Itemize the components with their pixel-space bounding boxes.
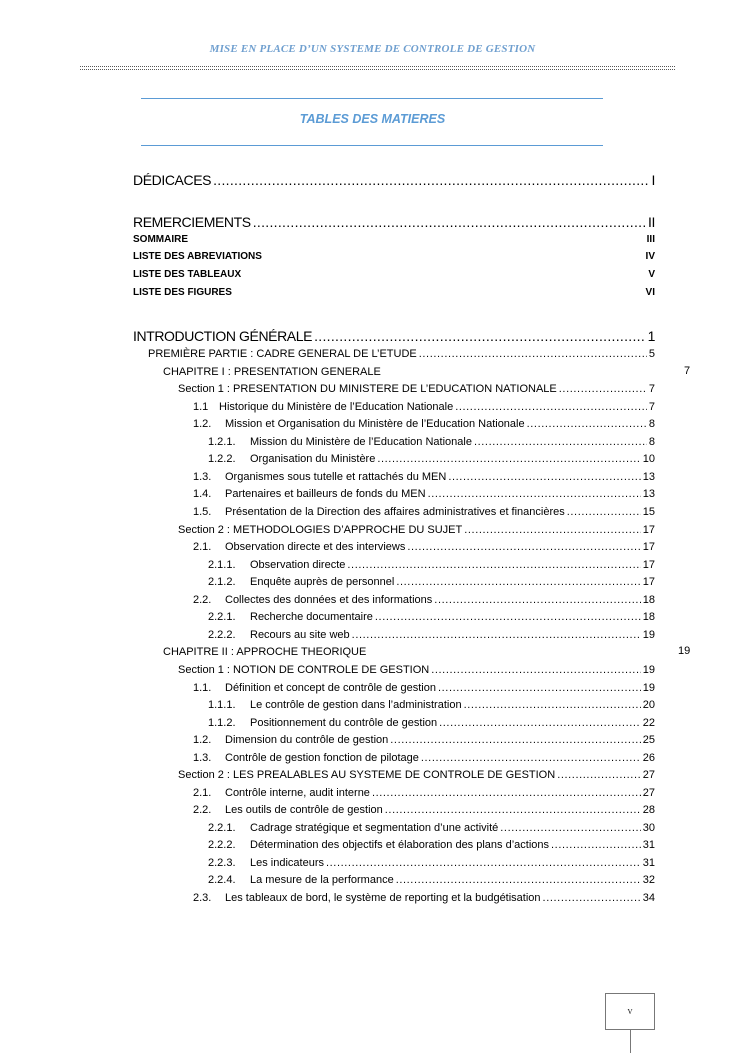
toc-entry-page: 7 [648,401,655,413]
toc-entry-label: Présentation de la Direction des affaires administratives et financières [225,506,565,518]
toc-entry-number: 1.2.2. [208,453,236,465]
toc-leader-dots [407,540,640,554]
toc-entry-label: Dimension du contrôle de gestion [225,734,389,746]
toc-leader-dots [434,593,640,607]
toc-entry-section[interactable] [178,382,655,396]
toc-entry-number: 1.1 [193,401,209,413]
toc-entry-page: VI [645,287,655,298]
page-number: v [627,1006,633,1017]
toc-entry-label: Section 1 : PRESENTATION DU MINISTERE DE L’EDUCATION NATIONALE [178,383,557,395]
toc-entry-label: Recours au site web [250,629,350,641]
toc-entry-subsubsection[interactable] [208,821,655,835]
toc-entry-number: 2.2.4. [208,874,236,886]
toc-title-top-rule [141,98,603,99]
toc-leader-dots [419,347,647,361]
toc-entry-section[interactable] [178,768,655,782]
toc-entry-label: Observation directe [250,559,346,571]
toc-entry-label: Les tableaux de bord, le système de reporting et la budgétisation [225,892,541,904]
toc-leader-dots [474,435,647,449]
toc-entry-number: 1.2. [193,734,212,746]
toc-title-bottom-rule [141,145,603,146]
toc-entry-number: 2.2. [193,594,212,606]
toc-entry-page: 22 [642,717,655,729]
toc-entry-label: Contrôle de gestion fonction de pilotage [225,752,419,764]
toc-entry-label: Section 2 : LES PREALABLES AU SYSTEME DE CONTROLE DE GESTION [178,769,556,781]
toc-leader-dots [500,821,640,835]
toc-leader-dots [567,505,641,519]
header-divider [80,66,675,70]
toc-entry-subsubsection[interactable] [208,558,655,572]
toc-entry-page: 17 [642,559,655,571]
toc-entry-chapter[interactable] [163,365,463,379]
toc-entry-subsubsection[interactable] [208,856,655,870]
page-number-tick [630,1030,631,1053]
toc-entry-page: 27 [642,769,655,781]
toc-entry-sommaire[interactable] [133,233,655,247]
toc-leader-dots [527,417,647,431]
toc-entry-page: 19 [642,682,655,694]
toc-leader-dots [464,523,641,537]
toc-entry-number: 2.1. [193,541,212,553]
toc-leader-dots [326,856,641,870]
toc-leader-dots [438,681,641,695]
toc-leader-dots [377,452,640,466]
toc-entry-label: Positionnement du contrôle de gestion [250,717,438,729]
toc-entry-page: 19 [678,645,691,657]
toc-entry-label: REMERCIEMENTS [133,214,251,230]
toc-entry-page: 25 [642,734,655,746]
toc-entry-page: 20 [642,699,655,711]
toc-leader-dots [396,873,641,887]
toc-entry-page: 26 [642,752,655,764]
toc-leader-dots [421,751,641,765]
toc-entry-number: 2.1.1. [208,559,236,571]
toc-entry-label: Cadrage stratégique et segmentation d’une activité [250,822,499,834]
toc-entry-page: 28 [642,804,655,816]
toc-entry-subsubsection[interactable] [208,628,655,642]
toc-leader-dots [428,487,641,501]
toc-entry-number: 1.1.1. [208,699,236,711]
toc-entry-subsection[interactable] [193,891,655,905]
toc-entry-label: Collectes des données et des informations [225,594,433,606]
toc-entry-number: 2.2.1. [208,611,236,623]
toc-entry-page: 32 [642,874,655,886]
toc-entry-page: V [648,269,655,280]
toc-entry-subsection[interactable] [193,751,655,765]
toc-leader-dots [543,891,641,905]
toc-title: TABLES DES MATIERES [299,112,446,126]
toc-leader-dots [253,213,646,231]
toc-entry-label: Les indicateurs [250,857,324,869]
toc-entry-page: 18 [642,594,655,606]
toc-leader-dots [347,558,640,572]
toc-entry-label: Section 1 : NOTION DE CONTROLE DE GESTION [178,664,430,676]
toc-entry-subsubsection[interactable] [208,698,655,712]
toc-entry-number: 1.3. [193,471,212,483]
toc-entry-subsection[interactable] [193,540,655,554]
toc-entry-subsection[interactable] [193,786,655,800]
toc-entry-label: Contrôle interne, audit interne [225,787,370,799]
toc-entry-page: II [648,214,655,230]
toc-entry-page: 7 [684,365,691,377]
toc-entry-page: 18 [642,611,655,623]
toc-leader-dots [390,733,640,747]
toc-entry-chapter[interactable] [163,645,463,659]
toc-entry-label: Observation directe et des interviews [225,541,406,553]
toc-entry-page: IV [645,251,655,262]
toc-entry-number: 2.2.3. [208,857,236,869]
toc-entry-page: 27 [642,787,655,799]
toc-entry-label: SOMMAIRE [133,234,188,245]
toc-entry-page: 8 [648,418,655,430]
toc-entry-label: Définition et concept de contrôle de gestion [225,682,436,694]
toc-entry-number: 1.1. [193,682,212,694]
toc-entry-label: Historique du Ministère de l’Education Nationale [219,401,454,413]
toc-entry-number: 1.2. [193,418,212,430]
toc-entry-tableaux[interactable] [133,268,655,282]
toc-leader-dots [314,327,646,345]
toc-entry-page: 10 [642,453,655,465]
toc-entry-number: 2.3. [193,892,212,904]
toc-entry-label: Section 2 : METHODOLOGIES D’APPROCHE DU SUJET [178,524,463,536]
toc-entry-page: 5 [648,348,655,360]
toc-leader-dots [375,610,641,624]
toc-entry-label: Enquête auprès de personnel [250,576,395,588]
toc-entry-page: 7 [648,383,655,395]
toc-leader-dots [385,803,641,817]
toc-entry-label: LISTE DES ABREVIATIONS [133,251,262,262]
toc-entry-subsection[interactable] [193,417,655,431]
toc-entry-figures[interactable] [133,286,655,300]
toc-entry-subsection[interactable] [193,487,655,501]
toc-entry-page: 17 [642,541,655,553]
toc-entry-number: 1.3. [193,752,212,764]
toc-entry-label: La mesure de la performance [250,874,394,886]
toc-entry-label: Recherche documentaire [250,611,373,623]
toc-entry-label: PREMIÈRE PARTIE : CADRE GENERAL DE L’ETUDE [148,348,417,360]
toc-entry-number: 2.2. [193,804,212,816]
toc-entry-subsubsection[interactable] [208,873,655,887]
toc-entry-part[interactable] [148,347,655,361]
toc-entry-dedicaces[interactable] [133,171,655,189]
toc-entry-number: 1.2.1. [208,436,236,448]
toc-entry-page: 8 [648,436,655,448]
toc-entry-page: 13 [642,471,655,483]
toc-entry-label: DÉDICACES [133,172,212,188]
toc-entry-label: Organismes sous tutelle et rattachés du MEN [225,471,447,483]
toc-entry-subsubsection[interactable] [208,716,655,730]
toc-entry-label: CHAPITRE II : APPROCHE THEORIQUE [163,646,367,658]
toc-entry-page: 17 [642,524,655,536]
toc-entry-page: 13 [642,488,655,500]
toc-entry-page: I [651,172,655,188]
toc-entry-label: Partenaires et bailleurs de fonds du MEN [225,488,426,500]
toc-leader-dots [559,382,647,396]
toc-leader-dots [557,768,641,782]
toc-entry-number: 2.1. [193,787,212,799]
toc-leader-dots [551,838,641,852]
toc-entry-subsection[interactable] [193,505,655,519]
toc-entry-page: 1 [647,328,655,344]
toc-entry-page: 17 [642,576,655,588]
toc-entry-label: LISTE DES FIGURES [133,287,232,298]
toc-entry-number: 1.4. [193,488,212,500]
toc-entry-subsubsection[interactable] [208,838,655,852]
toc-entry-number: 1.1.2. [208,717,236,729]
toc-entry-label: Mission et Organisation du Ministère de l’Education Nationale [225,418,525,430]
toc-entry-label: Mission du Ministère de l’Education Nationale [250,436,472,448]
toc-entry-label: INTRODUCTION GÉNÉRALE [133,328,313,344]
toc-entry-page: 34 [642,892,655,904]
toc-entry-subsubsection[interactable] [208,575,655,589]
toc-entry-page: 31 [642,857,655,869]
toc-entry-page: 15 [642,506,655,518]
toc-leader-dots [396,575,640,589]
toc-entry-section[interactable] [178,523,655,537]
toc-entry-label: Le contrôle de gestion dans l’administration [250,699,462,711]
page-number-box [605,993,655,1030]
toc-entry-remerciements[interactable] [133,213,655,231]
toc-entry-page: 30 [642,822,655,834]
toc-entry-page: 19 [642,629,655,641]
toc-entry-subsection[interactable] [193,400,655,414]
toc-leader-dots [213,171,649,189]
toc-entry-introduction[interactable] [133,327,655,345]
toc-leader-dots [431,663,641,677]
toc-leader-dots [372,786,641,800]
toc-leader-dots [455,400,647,414]
toc-entry-label: Organisation du Ministère [250,453,376,465]
toc-entry-page: 19 [642,664,655,676]
toc-leader-dots [352,628,641,642]
toc-entry-section[interactable] [178,663,655,677]
toc-entry-subsection[interactable] [193,593,655,607]
toc-entry-number: 1.5. [193,506,212,518]
toc-entry-subsubsection[interactable] [208,610,655,624]
toc-entry-subsection[interactable] [193,470,655,484]
toc-entry-subsection[interactable] [193,803,655,817]
toc-entry-number: 2.2.2. [208,629,236,641]
toc-leader-dots [464,698,641,712]
toc-entry-abreviations[interactable] [133,250,655,264]
toc-entry-subsection[interactable] [193,733,655,747]
toc-entry-page: III [646,234,655,245]
toc-entry-label: Détermination des objectifs et élaboration des plans d’actions [250,839,550,851]
toc-leader-dots [448,470,640,484]
toc-entry-number: 2.2.2. [208,839,236,851]
toc-leader-dots [439,716,641,730]
toc-entry-label: CHAPITRE I : PRESENTATION GENERALE [163,366,381,378]
toc-entry-subsubsection[interactable] [208,452,655,466]
running-header-title: MISE EN PLACE D’UN SYSTEME DE CONTROLE DE GESTION [209,43,536,55]
toc-entry-subsubsection[interactable] [208,435,655,449]
toc-entry-label: LISTE DES TABLEAUX [133,269,242,280]
toc-entry-page: 31 [642,839,655,851]
toc-entry-subsection[interactable] [193,681,655,695]
toc-entry-label: Les outils de contrôle de gestion [225,804,383,816]
toc-entry-number: 2.1.2. [208,576,236,588]
toc-entry-number: 2.2.1. [208,822,236,834]
